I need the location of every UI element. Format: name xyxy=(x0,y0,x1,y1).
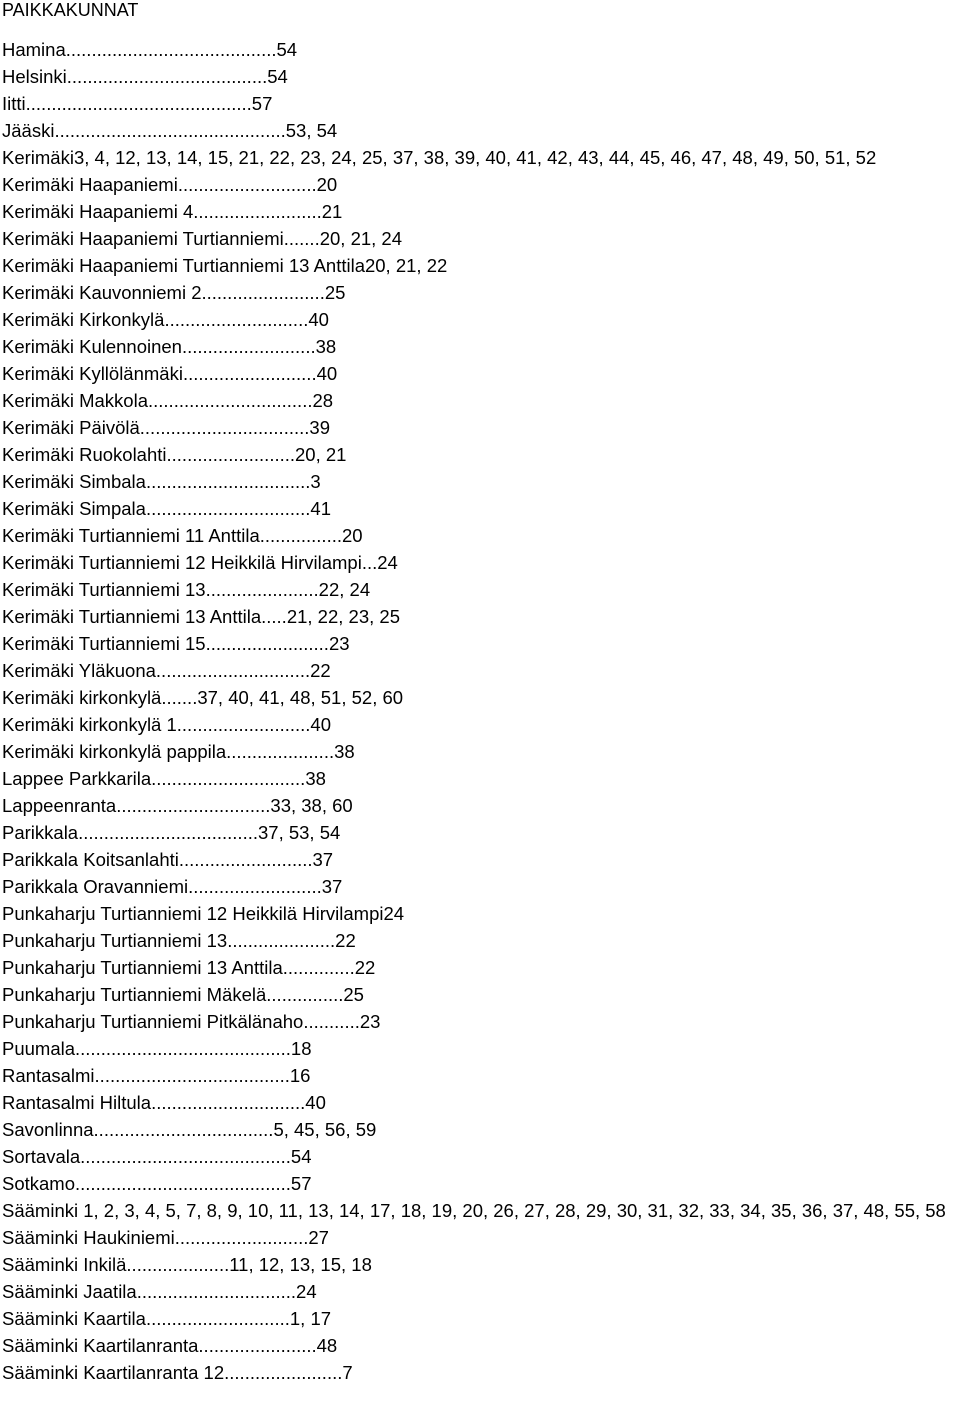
index-entry xyxy=(2,1332,958,1359)
place-name: Kerimäki Haapaniemi Turtianniemi xyxy=(2,228,284,249)
place-name: Kerimäki xyxy=(2,147,74,168)
place-name: Kerimäki Turtianniemi 12 Heikkilä Hirvilampi xyxy=(2,552,362,573)
index-entry xyxy=(2,441,958,468)
page-numbers: 5, 45, 56, 59 xyxy=(273,1119,377,1140)
dot-leader: ....................... xyxy=(198,1335,317,1356)
index-entry xyxy=(2,333,958,360)
page-numbers: 20 xyxy=(342,525,363,546)
dot-leader: ............... xyxy=(266,984,344,1005)
dot-leader: .......................... xyxy=(182,363,317,384)
dot-leader: ............................ xyxy=(164,309,309,330)
index-page xyxy=(2,0,958,1386)
index-entry xyxy=(2,63,958,90)
page-numbers: 28 xyxy=(312,390,334,411)
place-name: Kerimäki Turtianniemi 13 Anttila xyxy=(2,606,262,627)
index-entry xyxy=(2,1089,958,1116)
page-numbers: 21, 22, 23, 25 xyxy=(286,606,400,627)
page-numbers: 24 xyxy=(377,552,398,573)
place-name: Kerimäki Kirkonkylä xyxy=(2,309,165,330)
dot-leader: .......................... xyxy=(176,714,311,735)
index-entry xyxy=(2,1143,958,1170)
dot-leader: ............................ xyxy=(145,1308,290,1329)
dot-leader: ................................ xyxy=(145,471,311,492)
dot-leader: ................................... xyxy=(93,1119,274,1140)
index-entry xyxy=(2,225,958,252)
page-numbers: 53, 54 xyxy=(285,120,338,141)
page-numbers: 21 xyxy=(321,201,343,222)
dot-leader: ................................. xyxy=(139,417,310,438)
dot-leader: .......................... xyxy=(178,849,313,870)
dot-leader: ........................... xyxy=(177,174,317,195)
index-entry xyxy=(2,1008,958,1035)
page-numbers: 40 xyxy=(316,363,338,384)
place-name: Kerimäki Makkola xyxy=(2,390,148,411)
page-numbers: 38 xyxy=(315,336,337,357)
place-name: Kerimäki Ruokolahti xyxy=(2,444,167,465)
place-name: Sääminki Kaartila xyxy=(2,1308,146,1329)
index-entry xyxy=(2,765,958,792)
place-name: Helsinki xyxy=(2,66,67,87)
dot-leader: ... xyxy=(361,552,378,573)
place-name: Kerimäki Kauvonniemi 2 xyxy=(2,282,202,303)
page-numbers: 25 xyxy=(343,984,364,1005)
index-entry xyxy=(2,144,958,171)
index-entry xyxy=(2,1035,958,1062)
dot-leader: ............................................. xyxy=(54,120,286,141)
page-numbers: 24 xyxy=(296,1281,317,1302)
index-entry xyxy=(2,1278,958,1305)
page-numbers: 23 xyxy=(328,633,350,654)
index-entry xyxy=(2,468,958,495)
place-name: Lappeenranta xyxy=(2,795,117,816)
dot-leader: ......................... xyxy=(193,201,322,222)
place-name: Sääminki Kaartilanranta xyxy=(2,1335,199,1356)
index-entry xyxy=(2,198,958,225)
index-entry xyxy=(2,981,958,1008)
page-numbers: 27 xyxy=(308,1227,329,1248)
index-entry xyxy=(2,495,958,522)
place-name: Kerimäki Haapaniemi Turtianniemi 13 Anttila xyxy=(2,255,365,276)
place-name: Sääminki Kaartilanranta 12 xyxy=(2,1362,225,1383)
index-entry xyxy=(2,657,958,684)
page-numbers: 20, 21, 24 xyxy=(319,228,403,249)
place-name: Iitti xyxy=(2,93,26,114)
index-entry xyxy=(2,603,958,630)
dot-leader: ....... xyxy=(283,228,320,249)
index-entry xyxy=(2,873,958,900)
index-entry xyxy=(2,306,958,333)
dot-leader: ....................... xyxy=(224,1362,343,1383)
page-numbers: 20, 21 xyxy=(295,444,347,465)
place-name: Savonlinna xyxy=(2,1119,94,1140)
page-numbers: 38 xyxy=(334,741,355,762)
place-name: Punkaharju Turtianniemi Pitkälänaho xyxy=(2,1011,304,1032)
page-numbers: 54 xyxy=(276,39,298,60)
index-entry xyxy=(2,387,958,414)
place-name: Lappee Parkkarila xyxy=(2,768,152,789)
place-name: Kerimäki kirkonkylä pappila xyxy=(2,741,227,762)
index-entry xyxy=(2,684,958,711)
dot-leader: ....... xyxy=(161,687,198,708)
index-entry xyxy=(2,117,958,144)
index-entry xyxy=(2,522,958,549)
page-numbers: 38 xyxy=(305,768,326,789)
page-numbers: 23 xyxy=(359,1011,381,1032)
dot-leader: .............................. xyxy=(151,1092,306,1113)
page-numbers: 11, 12, 13, 15, 18 xyxy=(229,1254,372,1275)
page-numbers: 22 xyxy=(354,957,376,978)
index-entry xyxy=(2,1062,958,1089)
dot-leader: .............................. xyxy=(151,768,306,789)
page-numbers: 18 xyxy=(290,1038,312,1059)
page-numbers: 25 xyxy=(324,282,346,303)
page-numbers: 20, 21, 22 xyxy=(364,255,448,276)
place-name: Kerimäki Yläkuona xyxy=(2,660,156,681)
index-entry xyxy=(2,576,958,603)
place-index-list xyxy=(2,36,958,1386)
dot-leader: ................................... xyxy=(78,822,258,843)
dot-leader: ...................................... xyxy=(94,1065,290,1086)
dot-leader: .............................. xyxy=(116,795,271,816)
dot-leader: ....................................... xyxy=(66,66,268,87)
page-numbers: 3 xyxy=(310,471,321,492)
place-name: Kerimäki kirkonkylä xyxy=(2,687,162,708)
index-entry xyxy=(2,171,958,198)
place-name: Sääminki Jaatila xyxy=(2,1281,137,1302)
page-heading: PAIKKAKUNNAT xyxy=(2,0,139,20)
dot-leader: .......................... xyxy=(188,876,322,897)
place-name: Rantasalmi Hiltula xyxy=(2,1092,152,1113)
dot-leader: .......................... xyxy=(181,336,316,357)
index-entry xyxy=(2,1305,958,1332)
page-numbers: 3, 4, 12, 13, 14, 15, 21, 22, 23, 24, 25, 37, 38, 39, 40, 41, 42, 43, 44, 45, 46, 47, 48, 49, 50, 51, 52 xyxy=(73,147,877,168)
place-name: Kerimäki Simpala xyxy=(2,498,146,519)
index-entry xyxy=(2,738,958,765)
page-numbers: 37, 53, 54 xyxy=(258,822,341,843)
index-entry xyxy=(2,1170,958,1197)
place-name: Punkaharju Turtianniemi 13 xyxy=(2,930,228,951)
index-entry xyxy=(2,1116,958,1143)
page-numbers: 54 xyxy=(267,66,288,87)
index-entry xyxy=(2,279,958,306)
place-name: Punkaharju Turtianniemi 13 Anttila xyxy=(2,957,283,978)
place-name: Jääski xyxy=(2,120,55,141)
page-numbers: 40 xyxy=(305,1092,326,1113)
index-entry xyxy=(2,846,958,873)
dot-leader: ........................ xyxy=(201,282,325,303)
dot-leader: ......................................... xyxy=(65,39,277,60)
place-name: Parikkala xyxy=(2,822,79,843)
page-numbers: 54 xyxy=(290,1146,312,1167)
page-numbers: 41 xyxy=(310,498,331,519)
dot-leader: ......................... xyxy=(166,444,296,465)
dot-leader: ................ xyxy=(259,525,342,546)
place-name: Sääminki Inkilä xyxy=(2,1254,127,1275)
page-numbers: 1, 17 xyxy=(289,1308,332,1329)
dot-leader: ..................... xyxy=(226,741,335,762)
place-name: Hamina xyxy=(2,39,66,60)
dot-leader: ........................ xyxy=(205,633,329,654)
place-name: Kerimäki kirkonkylä 1 xyxy=(2,714,177,735)
dot-leader: ...................... xyxy=(205,579,319,600)
page-numbers: 20 xyxy=(316,174,338,195)
dot-leader: ..................... xyxy=(227,930,336,951)
index-entry xyxy=(2,927,958,954)
index-entry xyxy=(2,630,958,657)
dot-leader: ......................................... xyxy=(80,1146,291,1167)
dot-leader: ..... xyxy=(261,606,287,627)
page-numbers: 57 xyxy=(251,93,273,114)
place-name: Sääminki xyxy=(2,1200,79,1221)
index-entry xyxy=(2,1224,958,1251)
dot-leader: .................... xyxy=(126,1254,230,1275)
dot-leader: ............................................ xyxy=(25,93,252,114)
place-name: Rantasalmi xyxy=(2,1065,95,1086)
index-entry xyxy=(2,1197,958,1224)
index-entry xyxy=(2,252,958,279)
dot-leader: ............................... xyxy=(136,1281,297,1302)
page-numbers: 48 xyxy=(316,1335,338,1356)
dot-leader: .......................... xyxy=(174,1227,309,1248)
dot-leader: .............................. xyxy=(155,660,311,681)
page-numbers: 22, 24 xyxy=(318,579,371,600)
dot-leader: .............. xyxy=(282,957,355,978)
place-name: Sortavala xyxy=(2,1146,81,1167)
page-numbers: 7 xyxy=(342,1362,353,1383)
index-entry xyxy=(2,549,958,576)
place-name: Sääminki Haukiniemi xyxy=(2,1227,175,1248)
place-name: Kerimäki Haapaniemi 4 xyxy=(2,201,194,222)
page-numbers: 22 xyxy=(310,660,331,681)
place-name: Parikkala Koitsanlahti xyxy=(2,849,179,870)
dot-leader: ................................ xyxy=(145,498,311,519)
dot-leader: ................................ xyxy=(148,390,313,411)
index-entry xyxy=(2,900,958,927)
dot-leader: .......................................... xyxy=(75,1173,291,1194)
place-name: Punkaharju Turtianniemi 12 Heikkilä Hirvilampi xyxy=(2,903,384,924)
page-numbers: 37 xyxy=(321,876,343,897)
index-entry xyxy=(2,90,958,117)
page-numbers: 22 xyxy=(335,930,356,951)
place-name: Kerimäki Turtianniemi 11 Anttila xyxy=(2,525,260,546)
place-name: Kerimäki Kyllölänmäki xyxy=(2,363,183,384)
index-entry xyxy=(2,819,958,846)
index-entry xyxy=(2,36,958,63)
place-name: Kerimäki Turtianniemi 15 xyxy=(2,633,206,654)
index-entry xyxy=(2,414,958,441)
page-numbers: 24 xyxy=(383,903,405,924)
place-name: Kerimäki Kulennoinen xyxy=(2,336,182,357)
place-name: Kerimäki Päivölä xyxy=(2,417,140,438)
page-numbers: 1, 2, 3, 4, 5, 7, 8, 9, 10, 11, 13, 14, 17, 18, 19, 20, 26, 27, 28, 29, 30, 31, 32, 33, 34, 35, 36, 37, 48, 55, 58 xyxy=(78,1200,946,1221)
place-name: Parikkala Oravanniemi xyxy=(2,876,189,897)
place-name: Punkaharju Turtianniemi Mäkelä xyxy=(2,984,267,1005)
dot-leader: ........... xyxy=(303,1011,360,1032)
index-entry xyxy=(2,1251,958,1278)
place-name: Kerimäki Turtianniemi 13 xyxy=(2,579,206,600)
page-numbers: 33, 38, 60 xyxy=(270,795,353,816)
place-name: Puumala xyxy=(2,1038,76,1059)
dot-leader: .......................................... xyxy=(75,1038,291,1059)
index-entry xyxy=(2,954,958,981)
page-numbers: 16 xyxy=(289,1065,311,1086)
page-numbers: 37 xyxy=(312,849,334,870)
index-entry xyxy=(2,792,958,819)
page-numbers: 37, 40, 41, 48, 51, 52, 60 xyxy=(197,687,404,708)
page-numbers: 40 xyxy=(310,714,331,735)
page-numbers: 40 xyxy=(308,309,329,330)
place-name: Kerimäki Simbala xyxy=(2,471,146,492)
index-entry xyxy=(2,711,958,738)
page-numbers: 39 xyxy=(309,417,330,438)
index-entry xyxy=(2,1359,958,1386)
page-numbers: 57 xyxy=(290,1173,312,1194)
place-name: Sotkamo xyxy=(2,1173,76,1194)
place-name: Kerimäki Haapaniemi xyxy=(2,174,178,195)
index-entry xyxy=(2,360,958,387)
